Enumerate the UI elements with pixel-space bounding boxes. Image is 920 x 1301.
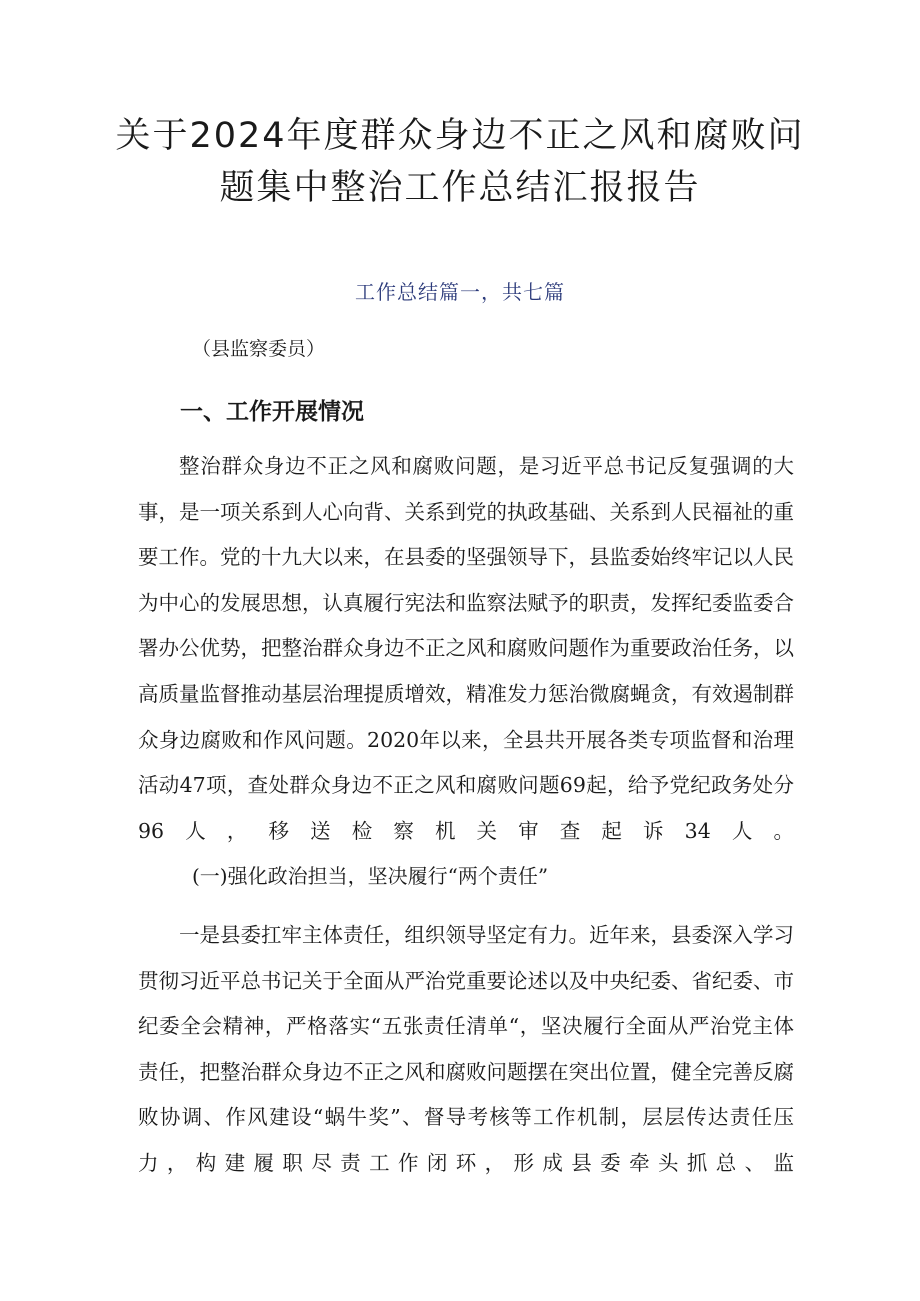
subsection-heading: (一)强化政治担当，坚决履行“两个责任”: [192, 864, 549, 888]
author-line: （县监察委员）: [192, 338, 326, 360]
section-heading: 一、工作开展情况: [180, 399, 364, 425]
title-line-1: 关于2024年度群众身边不正之风和腐败问: [115, 116, 805, 156]
document-subtitle: 工作总结篇一，共七篇: [355, 280, 565, 304]
document-title: [80, 110, 840, 214]
body-paragraph-2: 一是县委扛牢主体责任，组织领导坚定有力。近年来，县委深入学习贯彻习近平总书记关于全面从严治党重要论述以及中央纪委、省纪委、市纪委全会精神，严格落实“五张责任清单“，坚决履行全面从严治党主体责任，把整治群众身边不正之风和腐败问题摆在突出位置，健全完善反腐败协调、作风建设“蜗牛奖”、督导考核等工作机制，层层传达责任压力，构建履职尽责工作闭环，形成县委牵头抓总、监: [138, 923, 794, 1175]
body-paragraph-1: 整治群众身边不正之风和腐败问题，是习近平总书记反复强调的大事，是一项关系到人心向背、关系到党的执政基础、关系到人民福祉的重要工作。党的十九大以来，在县委的坚强领导下，县监委始终牢记以人民为中心的发展思想，认真履行宪法和监察法赋予的职责，发挥纪委监委合署办公优势，把整治群众身边不正之风和腐败问题作为重要政治任务，以高质量监督推动基层治理提质增效，精准发力惩治微腐蝇贪，有效遏制群众身边腐败和作风问题。2020年以来，全县共开展各类专项监督和治理活动47项，查处群众身边不正之风和腐败问题69起，给予党纪政务处分96人，移送检察机关审查起诉34人。: [138, 454, 794, 843]
title-line-2: 题集中整治工作总结汇报报告: [219, 168, 701, 208]
